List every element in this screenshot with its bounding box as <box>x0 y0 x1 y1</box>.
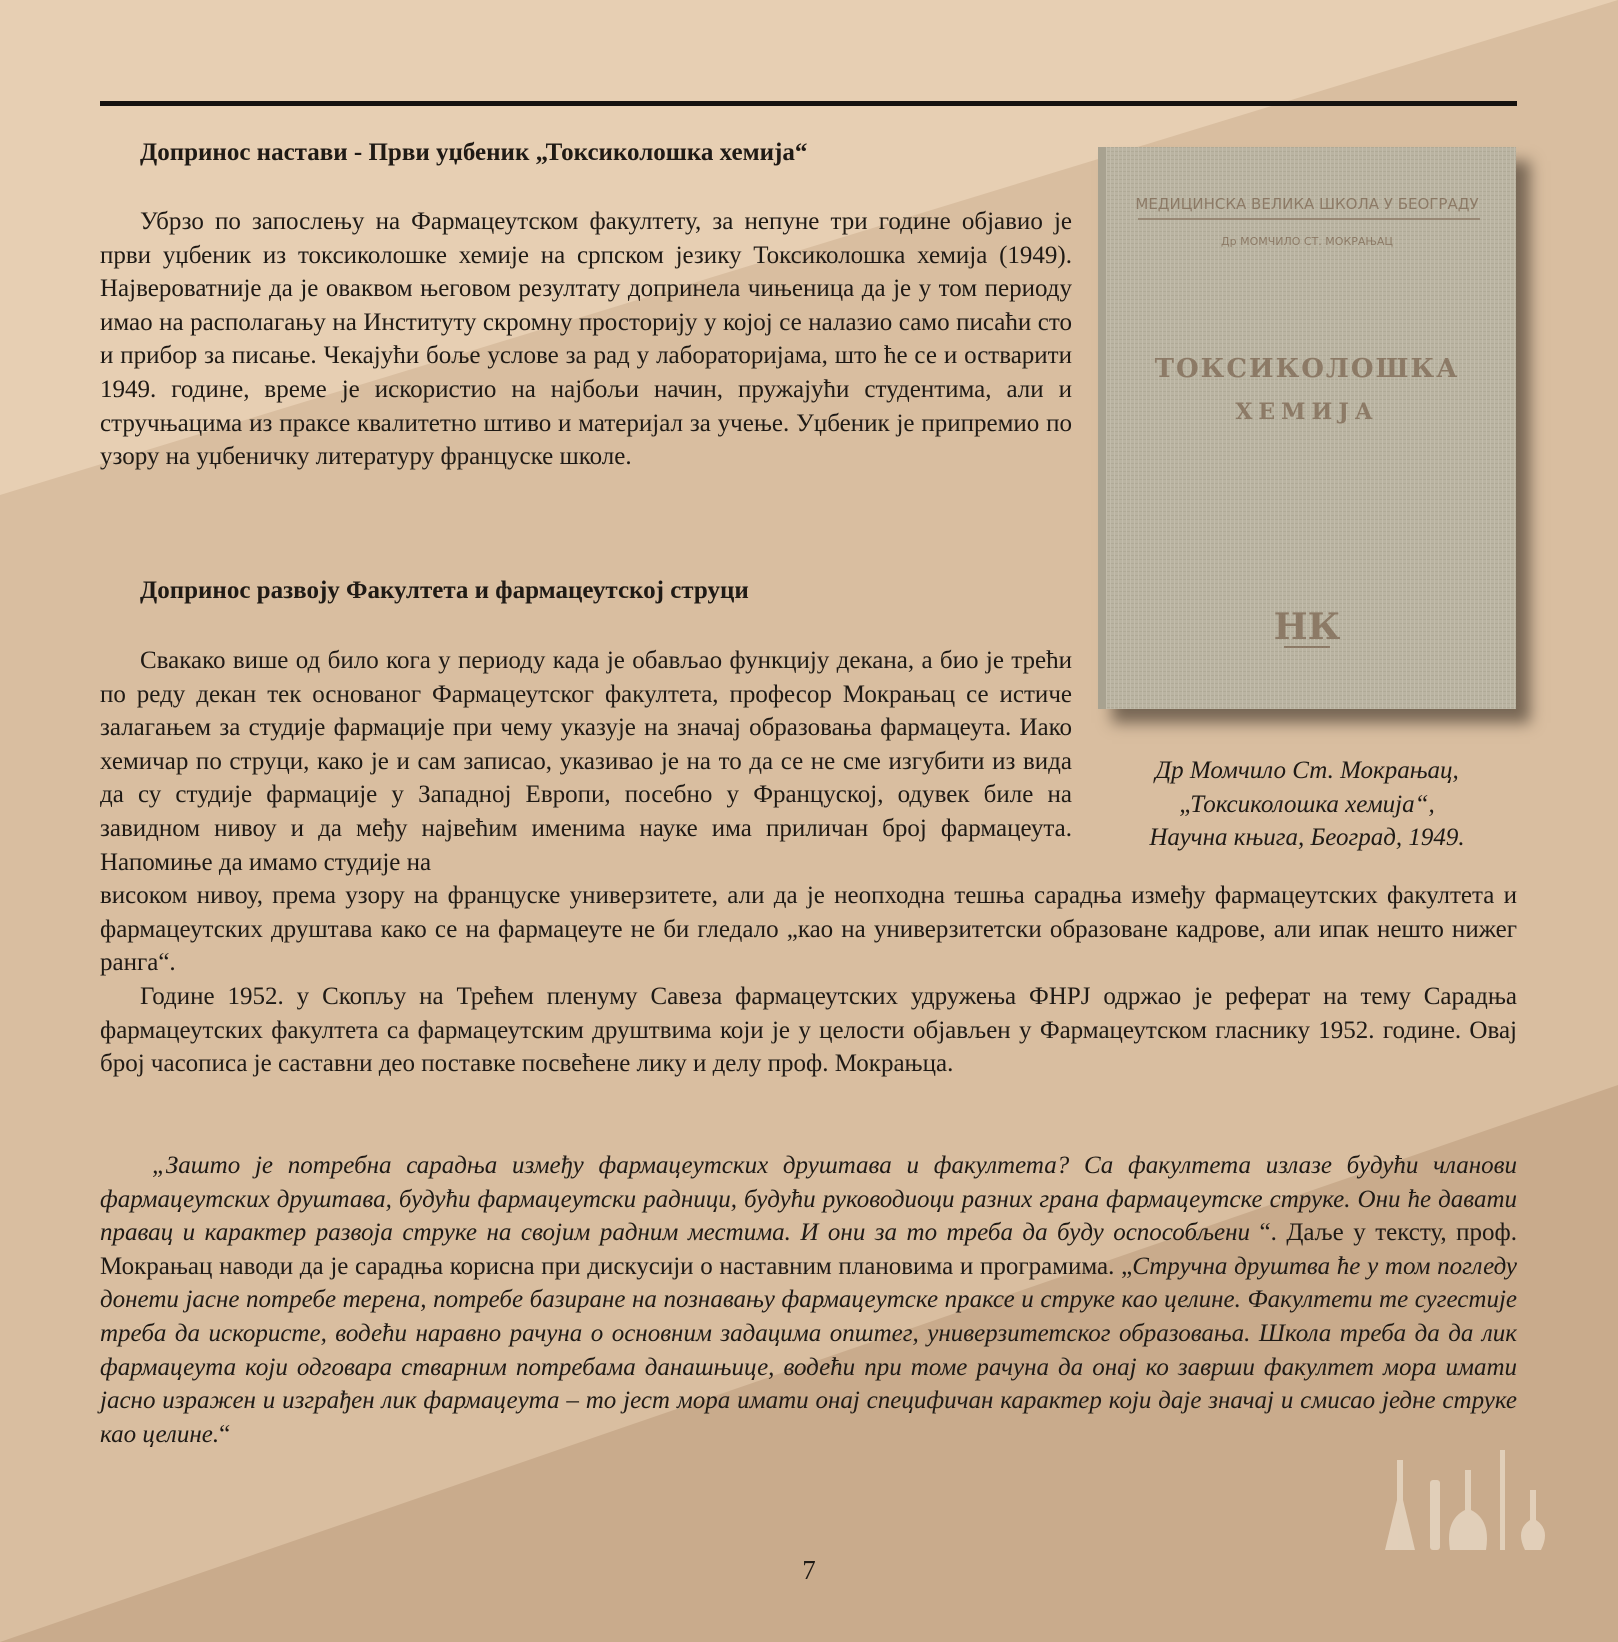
book-title-line1: ТОКСИКОЛОШКА <box>1154 354 1460 384</box>
section2-heading: Допринос развоју Факултета и фармацеутској струци <box>140 577 749 604</box>
page-number: 7 <box>802 1555 816 1585</box>
top-rule <box>100 101 1517 106</box>
book-title-line2: ХЕМИЈА <box>1235 399 1379 425</box>
book-emblem: НК <box>1273 606 1341 648</box>
book-caption <box>1098 754 1516 855</box>
quote-part1: „Зашто је потребна сарадња између фармацеутских друштава и факултета? Са факултета излазе будући чланови фармацеутских друштава, будући фармацеутски радници, будући руководиоци разних грана фармацеутске струке. Они ће давати правац и карактер развоја струке на својим радним местима. И они за то треба да буду оспособљени <box>100 1152 1517 1247</box>
section2-paragraph-wide: високом нивоу, према узору на француске универзитете, али да је неопходна тешња сарадња између фармацеутских факултета и фармацеутских друштава како се на фармацеуте не би гледало „као на универзитетски образоване кадрове, али ипак нешто нижег ранга“. <box>100 882 1517 977</box>
quote-part2: Стручна друштва ће у том погледу донети јасне потребе терена, потребе базиране на познавању фармацеутске праксе и струке као целине. Факултети те сугестије треба да искористе, водећи наравно рачуна о основним задацима општег, универзитетског образовања. Школа треба да да лик фармацеута који одговара стварним потребама данашњице, водећи при томе рачуна да онај ко заврши факултет мора имати јасно изражен и изграђен лик фармацеута – то јест мора имати онај специфичан карактер који даје значај и смисао једне струке као целине. <box>100 1252 1517 1448</box>
section2-paragraph-narrow: Свакако више од било кога у периоду када је обављао функцију декана, а био је трећи по реду декан тек основаног Фармацеутског факултета, професор Мокрањац се истиче залагањем за студије фармације при чему указује на значај образовања фармацеута. Иако хемичар по струци, како је и сам записао, указивао је на то да се не сме изгубити из вида да су студије фармације у Западној Европи, посебно у Француској, одувек биле на завидном нивоу и да међу највећим именима науке има приличан број фармацеута. Напомиње да имамо студије на <box>100 647 1072 876</box>
book-top-line2: Др МОМЧИЛО СТ. МОКРАЊАЦ <box>1221 235 1393 248</box>
laboratory-glassware-decoration <box>1375 1440 1575 1560</box>
caption-line3: Научна књига, Београд, 1949. <box>1149 824 1465 851</box>
section1-heading: Допринос настави - Први уџбеник „Токсиколошка хемија“ <box>140 139 808 166</box>
section1-paragraph: Убрзо по запослењу на Фармацеутском факултету, за непуне три године објавио је први уџбеник из токсиколошке хемије на српском језику Токсиколошка хемија (1949). Највероватније да је оваквом његовом резултату допринела чињеница да је у том периоду имао на располагању на Институту скромну просторију у којој се налазио само писаћи сто и прибор за писање. Чекајући боље услове за рад у лабораторијама, што ће се и остварити 1949. године, време је искористио на најбољи начин, пружајући студентима, али и стручњацима из праксе квалитетно штиво и материјал за учење. Уџбеник је припремио по узору на уџбеничку литературу француске школе. <box>100 208 1072 471</box>
book-cover-image <box>1098 147 1516 709</box>
quote-mid: “. Даље у тексту, проф. Мокрањац наводи да је сарадња корисна при дискусији о наставним плановима и програмима. „ <box>100 1219 1517 1280</box>
book-top-line1: МЕДИЦИНСКА ВЕЛИКА ШКОЛА У БЕОГРАДУ <box>1135 195 1479 213</box>
quote-paragraph <box>100 1149 1517 1451</box>
quote-end: “ <box>219 1420 231 1448</box>
caption-line1: Др Момчило Ст. Мокрањац, <box>1155 757 1459 784</box>
section2-paragraph2: Године 1952. у Скопљу на Трећем пленуму Савеза фармацеутских удружења ФНРЈ одржао је реферат на тему Сарадња фармацеутских факултета са фармацеутским друштвима који је у целости објављен у Фармацеутском гласнику 1952. године. Овај број часописа је саставни део поставке посвећене лику и делу проф. Мокрањца. <box>100 983 1517 1078</box>
caption-line2: „Токсиколошка хемија“, <box>1179 790 1435 818</box>
